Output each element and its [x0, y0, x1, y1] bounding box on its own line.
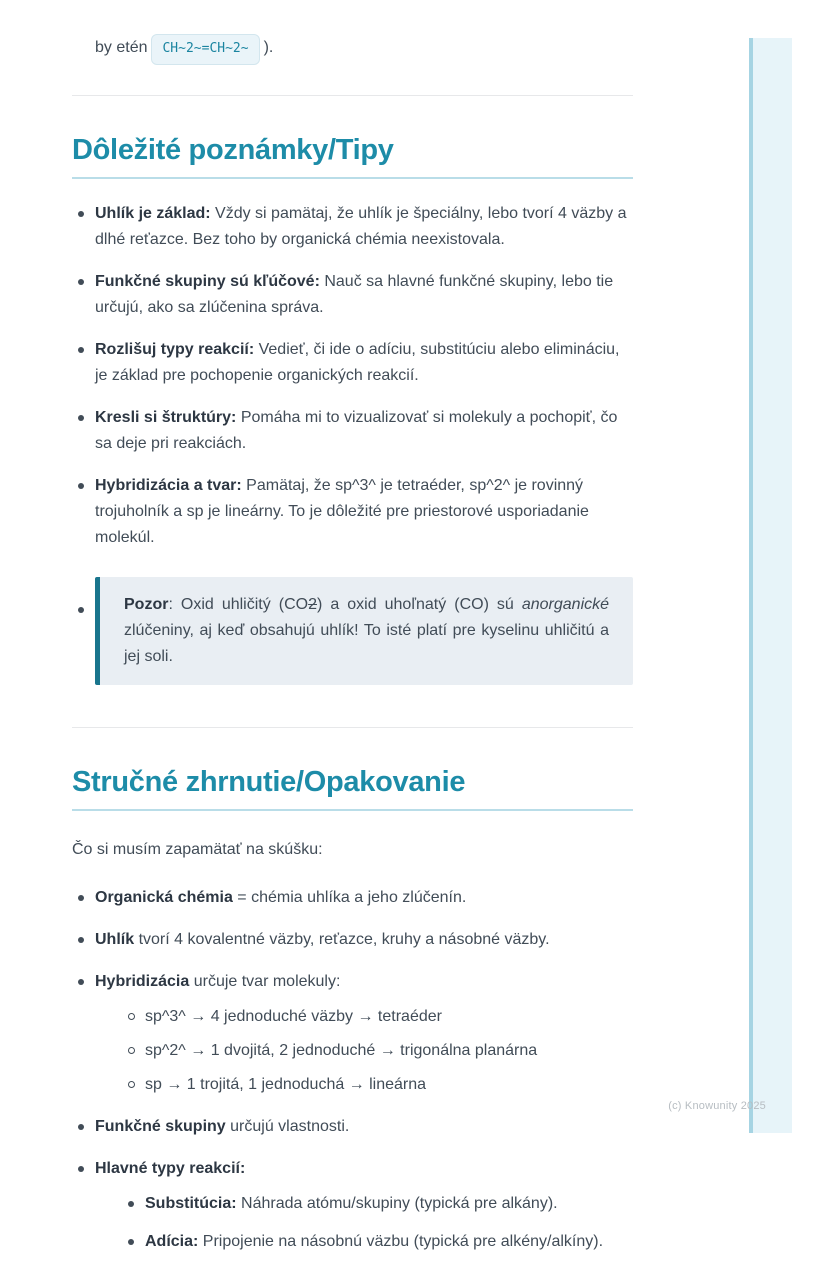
bullet-icon	[78, 279, 84, 285]
summary-section-heading: Stručné zhrnutie/Opakovanie	[72, 766, 633, 811]
list-item-lead: Rozlišuj typy reakcií:	[95, 341, 255, 358]
list-item	[72, 927, 633, 953]
bullet-icon	[78, 211, 84, 217]
list-item-text: Nauč sa hlavné funkčné skupiny, lebo tie určujú, ako sa zlúčenina správa.	[95, 273, 614, 316]
list-item-lead: Uhlík	[95, 931, 135, 948]
callout-text: zlúčeniny, aj keď obsahujú uhlík! To isté platí pre kyselinu uhličitú a jej soli.	[124, 622, 609, 665]
circle-bullet-icon	[128, 1081, 135, 1088]
inline-code-badge: CH~2~=CH~2~	[151, 34, 259, 65]
list-item	[72, 1114, 633, 1140]
sub-list-item-text: Pripojenie na násobnú väzbu (typická pre alkény/alkíny).	[198, 1233, 604, 1250]
notes-list	[72, 201, 633, 551]
list-item-lead: Hlavné typy reakcií:	[95, 1160, 246, 1177]
callout-italic-text: anorganické	[521, 596, 610, 613]
sub-list-item-text: sp^3^ → 4 jednoduché väzby → tetraéder	[145, 1008, 442, 1025]
bullet-icon	[78, 1166, 84, 1172]
sub-list-item	[122, 1072, 633, 1098]
sub-list-item	[122, 1038, 633, 1064]
list-item-lead: Uhlík je základ:	[95, 205, 211, 222]
intro-prefix: by etén	[95, 39, 148, 56]
summary-list	[72, 885, 633, 1255]
section-divider	[72, 727, 633, 728]
circle-bullet-icon	[128, 1047, 135, 1054]
circle-bullet-icon	[128, 1013, 135, 1020]
callout-lead: Pozor	[124, 596, 169, 613]
scrollbar[interactable]	[749, 38, 792, 1133]
reaction-types-sub-list	[95, 1191, 633, 1255]
list-item-lead: Funkčné skupiny	[95, 1118, 226, 1135]
list-item	[72, 201, 633, 253]
list-item-lead: Hybridizácia a tvar:	[95, 477, 242, 494]
bullet-icon	[78, 895, 84, 901]
bullet-icon	[78, 979, 84, 985]
summary-lead-paragraph: Čo si musím zapamätať na skúšku:	[72, 841, 323, 858]
bullet-icon	[128, 1201, 134, 1207]
list-item-lead: Organická chémia	[95, 889, 233, 906]
warning-callout	[95, 577, 633, 685]
list-item-text: tvorí 4 kovalentné väzby, reťazce, kruhy a násobné väzby.	[134, 931, 550, 948]
bullet-icon	[78, 1124, 84, 1130]
sub-list-item-text: sp → 1 trojitá, 1 jednoduchá → lineárna	[145, 1076, 427, 1093]
list-item-text: určujú vlastnosti.	[225, 1118, 350, 1135]
list-item-text: = chémia uhlíka a jeho zlúčenín.	[232, 889, 467, 906]
sub-list-item	[122, 1229, 633, 1255]
callout-text: ) a oxid uhoľnatý (CO) sú	[317, 596, 522, 613]
list-item-text: určuje tvar molekuly:	[189, 973, 341, 990]
bullet-icon	[78, 937, 84, 943]
sub-list-item-lead: Adícia:	[145, 1233, 199, 1250]
hybridization-sub-list	[95, 1004, 633, 1098]
list-item	[72, 405, 633, 457]
bullet-icon	[78, 347, 84, 353]
sub-list-item	[122, 1191, 633, 1217]
list-item-lead: Kresli si štruktúry:	[95, 409, 237, 426]
sub-list-item-text: sp^2^ → 1 dvojitá, 2 jednoduché → trigonálna planárna	[145, 1042, 538, 1059]
list-item-text: Vždy si pamätaj, že uhlík je špeciálny, lebo tvorí 4 väzby a dlhé reťazce. Bez toho by organická chémia neexistovala.	[95, 205, 627, 248]
list-item-lead: Hybridizácia	[95, 973, 190, 990]
intro-suffix: ).	[263, 39, 274, 56]
list-item	[72, 269, 633, 321]
sub-list-item-lead: Substitúcia:	[145, 1195, 237, 1212]
list-item-lead: Funkčné skupiny sú kľúčové:	[95, 273, 320, 290]
list-item	[72, 969, 633, 1098]
list-item	[72, 337, 633, 389]
copyright-credit: (c) Knowunity 2025	[668, 1100, 766, 1112]
list-item	[72, 473, 633, 551]
sub-list-item	[122, 1004, 633, 1030]
list-item	[72, 885, 633, 911]
intro-paragraph	[72, 34, 633, 65]
bullet-icon	[78, 415, 84, 421]
bullet-icon	[78, 607, 84, 613]
list-item-text: Pomáha mi to vizualizovať si molekuly a pochopiť, čo sa deje pri reakciách.	[95, 409, 618, 452]
section-divider	[72, 95, 633, 96]
callout-list-item	[72, 577, 633, 685]
callout-strike-text: 2	[308, 596, 317, 613]
bullet-icon	[128, 1239, 134, 1245]
bullet-icon	[78, 483, 84, 489]
callout-text: : Oxid uhličitý (CO	[168, 596, 309, 613]
sub-list-item-text: Náhrada atómu/skupiny (typická pre alkány).	[236, 1195, 558, 1212]
list-item-text: Vedieť, či ide o adíciu, substitúciu alebo elimináciu, je základ pre pochopenie organických reakcií.	[95, 341, 620, 384]
page-content	[72, 0, 633, 1271]
notes-section-heading: Dôležité poznámky/Tipy	[72, 134, 633, 179]
list-item-text: Pamätaj, že sp^3^ je tetraéder, sp^2^ je rovinný trojuholník a sp je lineárny. To je dôležité pre priestorové usporiadanie molekúl.	[95, 477, 589, 546]
